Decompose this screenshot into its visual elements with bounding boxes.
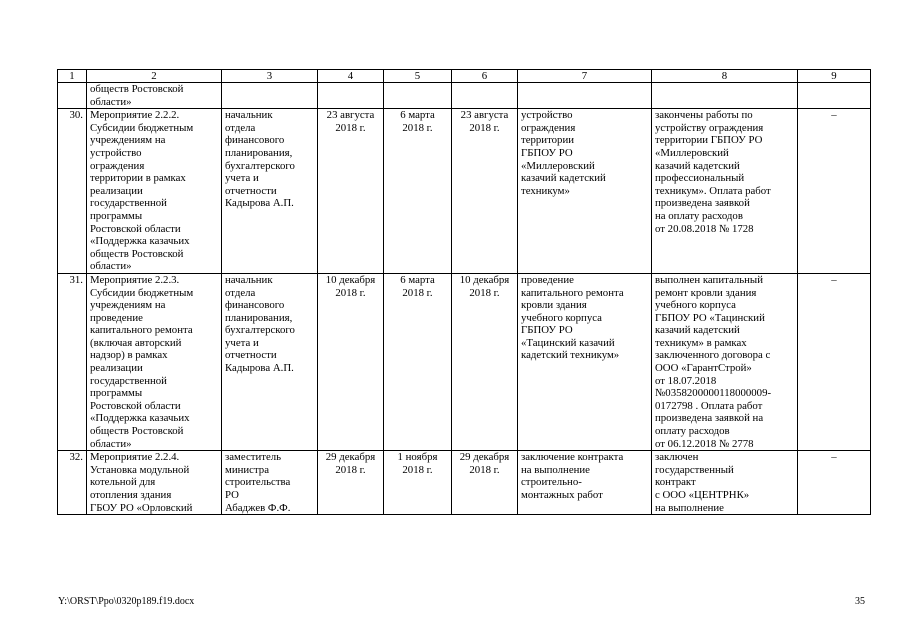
event-cell: Мероприятие 2.2.2. Субсидии бюджетным учреждениям на устройство ограждения территории в рамках реализации государственной программы Ростовской области «Поддержка казачьих обществ Ростовской области» [87,109,222,274]
row-number: 30. [58,109,87,274]
planned-start-cell [318,83,384,109]
note-cell: – [798,109,871,274]
responsible-cell [222,83,318,109]
note-cell: – [798,273,871,450]
column-number: 6 [452,70,518,83]
column-number: 7 [518,70,652,83]
row-number: 31. [58,273,87,450]
actual-start-cell: 1 ноября 2018 г. [384,451,452,515]
column-number: 5 [384,70,452,83]
actual-result-cell [652,83,798,109]
expected-result-cell [518,83,652,109]
planned-start-cell: 23 августа 2018 г. [318,109,384,274]
actual-start-cell: 6 марта 2018 г. [384,273,452,450]
page-number: 35 [855,596,865,607]
note-cell: – [798,451,871,515]
expected-result-cell: заключение контракта на выполнение строительно- монтажных работ [518,451,652,515]
planned-end-cell: 10 декабря 2018 г. [452,273,518,450]
actual-result-cell: заключен государственный контракт с ООО «ЦЕНТРНК» на выполнение [652,451,798,515]
table-row [58,83,871,109]
planned-end-cell [452,83,518,109]
responsible-cell: начальник отдела финансового планирования, бухгалтерского учета и отчетности Кадырова А.П. [222,273,318,450]
row-number [58,83,87,109]
responsible-cell: заместитель министра строительства РО Абаджев Ф.Ф. [222,451,318,515]
actual-start-cell [384,83,452,109]
planned-start-cell: 29 декабря 2018 г. [318,451,384,515]
planned-end-cell: 23 августа 2018 г. [452,109,518,274]
column-number: 1 [58,70,87,83]
actual-start-cell: 6 марта 2018 г. [384,109,452,274]
note-cell [798,83,871,109]
responsible-cell: начальник отдела финансового планирования, бухгалтерского учета и отчетности Кадырова А.П. [222,109,318,274]
planned-end-cell: 29 декабря 2018 г. [452,451,518,515]
column-number: 8 [652,70,798,83]
event-cell: Мероприятие 2.2.3. Субсидии бюджетным учреждениям на проведение капитального ремонта (включая авторский надзор) в рамках реализации государственной программы Ростовской области «Поддержка казачьих обществ Ростовской области» [87,273,222,450]
actual-result-cell: выполнен капитальный ремонт кровли здания учебного корпуса ГБПОУ РО «Тацинский казачий кадетский техникум» в рамках заключенного договора с ООО «ГарантСтрой» от 18.07.2018 №0358200000118000009- 0172798 . Оплата работ произведена заявкой на оплату расходов от 06.12.2018 № 2778 [652,273,798,450]
event-cell: Мероприятие 2.2.4. Установка модульной котельной для отопления здания ГБОУ РО «Орловский [87,451,222,515]
column-number: 9 [798,70,871,83]
planned-start-cell: 10 декабря 2018 г. [318,273,384,450]
table-row [58,451,871,515]
actual-result-cell: закончены работы по устройству ограждения территории ГБПОУ РО «Миллеровский казачий кадетский профессиональный техникум». Оплата работ произведена заявкой на оплату расходов от 20.08.2018 № 1728 [652,109,798,274]
column-number: 2 [87,70,222,83]
row-number: 32. [58,451,87,515]
column-number-row [58,70,871,83]
column-number: 3 [222,70,318,83]
table-row [58,273,871,450]
table-row [58,109,871,274]
event-cell: обществ Ростовской области» [87,83,222,109]
report-table [57,69,871,515]
column-number: 4 [318,70,384,83]
expected-result-cell: устройство ограждения территории ГБПОУ РО «Миллеровский казачий кадетский техникум» [518,109,652,274]
expected-result-cell: проведение капитального ремонта кровли здания учебного корпуса ГБПОУ РО «Тацинский казачий кадетский техникум» [518,273,652,450]
file-path-footer: Y:\ORST\Ppo\0320p189.f19.docx [58,596,195,607]
